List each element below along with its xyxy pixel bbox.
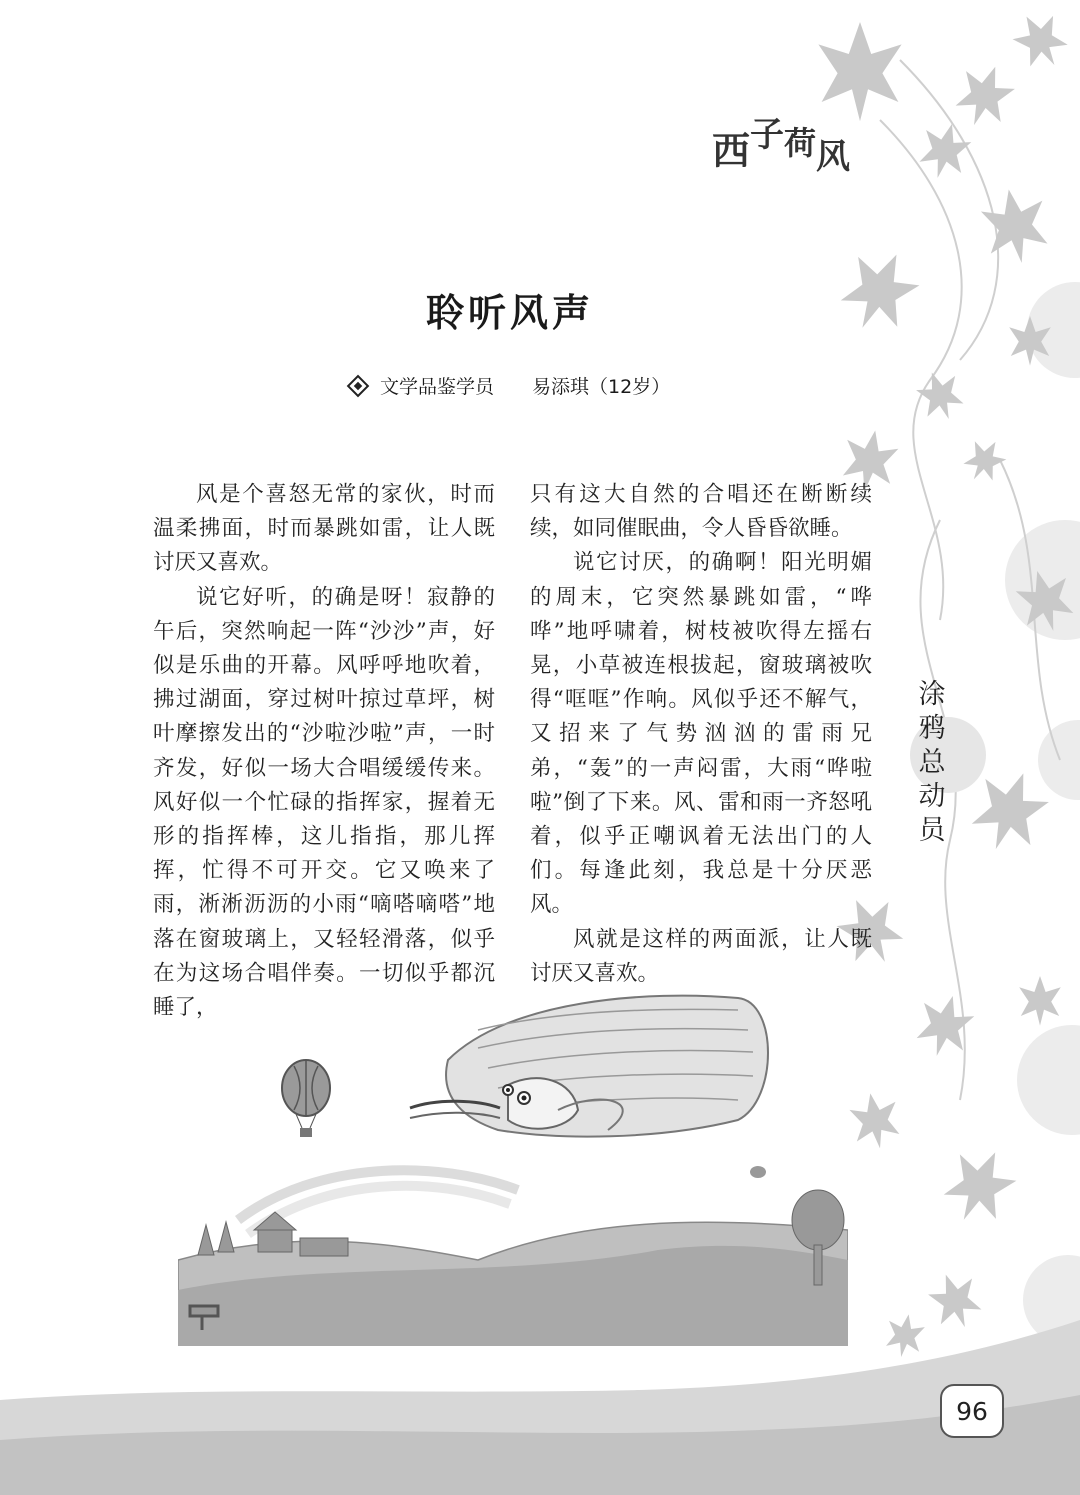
section-title-char: 子 bbox=[750, 115, 785, 155]
side-label-char: 动 bbox=[918, 781, 946, 812]
paragraph: 说它好听，的确是呀！寂静的午后，突然响起一阵“沙沙”声，好似是乐曲的开幕。风呼呼地吹着，拂过湖面，穿过树叶掠过草坪，树叶摩擦发出的“沙啦沙啦”声，一时齐发，好似一场大合唱缓缓传来。风好似一个忙碌的指挥家，握着无形的指挥棒，这儿指指，那儿挥挥，忙得不可开交。它又唤来了雨，淅淅沥沥的小雨“嘀嗒嘀嗒”地落在窗玻璃上，又轻轻滑落，似乎在为这场合唱伴奏。一切似乎都沉睡了， bbox=[153, 584, 495, 1021]
hot-air-balloon-icon bbox=[282, 1060, 330, 1137]
section-title-char: 西 bbox=[712, 129, 751, 173]
section-title-char: 荷 bbox=[784, 124, 817, 162]
byline bbox=[350, 372, 670, 399]
side-label bbox=[912, 678, 952, 848]
page-number: 96 bbox=[940, 1384, 1004, 1438]
side-label-char: 总 bbox=[918, 747, 946, 778]
byline-role: 文学品鉴学员 bbox=[380, 376, 495, 398]
paragraph: 风就是这样的两面派，让人既讨厌又喜欢。 bbox=[530, 926, 872, 986]
article-column-right bbox=[530, 478, 872, 991]
paragraph: 风是个喜怒无常的家伙，时而温柔拂面，时而暴跳如雷，让人既讨厌又喜欢。 bbox=[153, 482, 495, 576]
side-label-char: 涂 bbox=[918, 679, 946, 710]
diamond-icon bbox=[347, 374, 370, 397]
side-label-char: 鸦 bbox=[918, 713, 946, 744]
wind-illustration bbox=[178, 990, 848, 1346]
paragraph: 说它讨厌，的确啊！阳光明媚的周末，它突然暴跳如雷，“哗哗”地呼啸着，树枝被吹得左摇右晃，小草被连根拔起，窗玻璃被吹得“哐哐”作响。风似乎还不解气，又招来了气势汹汹的雷雨兄弟，“轰”的一声闷雷，大雨“哗啦啦”倒了下来。风、雷和雨一齐怒吼着，似乎正嘲讽着无法出门的人们。每逢此刻，我总是十分厌恶风。 bbox=[530, 550, 872, 918]
side-label-char: 员 bbox=[918, 815, 946, 846]
article-column-left bbox=[153, 478, 495, 1025]
byline-author: 易添琪（12岁） bbox=[532, 376, 671, 398]
section-title bbox=[712, 110, 851, 177]
paragraph-continuation: 只有这大自然的合唱还在断断续续，如同催眠曲，令人昏昏欲睡。 bbox=[530, 482, 872, 542]
section-title-char: 风 bbox=[816, 137, 851, 177]
article-title: 聆听风声 bbox=[425, 291, 594, 335]
